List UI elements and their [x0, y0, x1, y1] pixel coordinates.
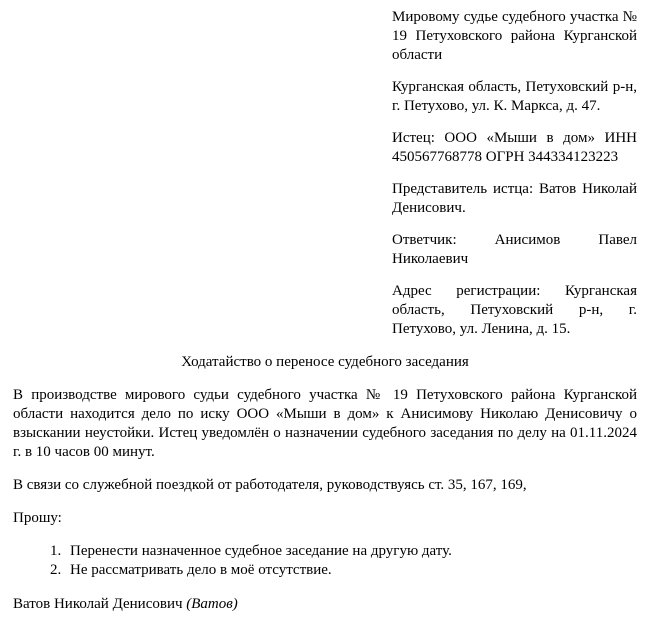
signature-line [13, 595, 637, 614]
requests-list [13, 542, 637, 580]
header-defendant-address: Адрес регистрации: Курганская область, Петуховский р-н, г. Петухово, ул. Ленина, д. 15. [392, 283, 637, 337]
header-court-address: Курганская область, Петуховский р-н, г. Петухово, ул. К. Маркса, д. 47. [392, 79, 637, 114]
header-plaintiff: Истец: ООО «Мыши в дом» ИНН 450567768778 ОГРН 344334123223 [392, 130, 637, 165]
body-paragraph-reason: В связи со служебной поездкой от работодателя, руководствуясь ст. 35, 167, 169, [13, 477, 527, 493]
header-representative: Представитель истца: Ватов Николай Денисович. [392, 181, 637, 216]
signature-handwritten-note: (Ватов) [186, 596, 238, 612]
body-paragraph-case-info: В производстве мирового судьи судебного участка № 19 Петуховского района Курганской области находится дело по иску ООО «Мыши в дом» к Анисимову Николаю Денисовичу о взыскании неустойки. Истец уведомлён о назначении судебного заседания по делу на 01.11.2024 г. в 10 часов 00 минут. [13, 387, 637, 460]
header-court: Мировому судье судебного участка № 19 Петуховского района Курганской области [392, 9, 637, 63]
body-paragraph-request-intro: Прошу: [13, 510, 62, 526]
document-header-block [392, 8, 637, 339]
document-title: Ходатайство о переносе судебного заседания [181, 354, 469, 370]
request-item: 1. Перенести назначенное судебное заседание на другую дату. [65, 542, 637, 561]
request-item: 2. Не рассматривать дело в моё отсутствие. [65, 561, 637, 580]
header-defendant: Ответчик: Анисимов Павел Николаевич [392, 232, 637, 267]
signature-name: Ватов Николай Денисович [13, 596, 187, 612]
